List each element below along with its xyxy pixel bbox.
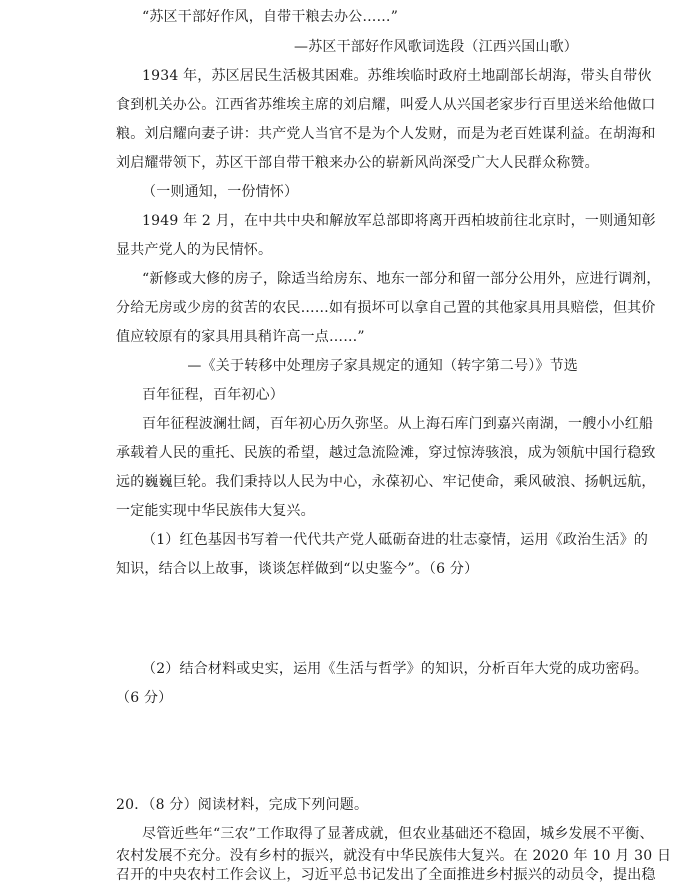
- quote-suqu-song: “苏区干部好作风，自带干粮去办公……”: [142, 9, 399, 25]
- section-heading: 百年征程，百年初心）: [142, 387, 284, 403]
- quote-line: “新修或大修的房子，除适当给房东、地东一部分和留一部分公用外，应进行调剂，: [142, 271, 661, 287]
- paragraph-line: 召开的中央农村工作会议上，习近平总书记发出了全面推进乡村振兴的动员令，提出稳: [116, 867, 656, 883]
- question-20-title: 20．（8 分）阅读材料，完成下列问题。: [116, 797, 369, 813]
- paragraph-line: 1949 年 2 月，在中共中央和解放军总部即将离开西柏坡前往北京时，一则通知彰: [142, 213, 656, 229]
- paragraph-line: 百年征程波澜壮阔，百年初心历久弥坚。从上海石库门到嘉兴南湖，一艘小小红船: [142, 416, 654, 432]
- question-1: （1）红色基因书写着一代代共产党人砥砺奋进的壮志豪情，运用《政治生活》的: [142, 532, 649, 548]
- paragraph-line: 粮。刘启耀向妻子讲：共产党人当官不是为个人发财，而是为老百姓谋利益。在胡海和: [116, 126, 656, 142]
- section-heading: （一则通知，一份情怀）: [142, 184, 299, 200]
- paragraph-line: 农村发展不充分。没有乡村的振兴，就没有中华民族伟大复兴。在 2020 年 10 月 30 日: [116, 848, 672, 864]
- paragraph-line: 食到机关办公。江西省苏维埃主席的刘启耀，叫爱人从兴国老家步行百里送米给他做口: [116, 97, 656, 113]
- paragraph-line: 显共产党人的为民情怀。: [116, 242, 273, 258]
- paragraph-line: 尽管近些年“三农”工作取得了显著成就，但农业基础还不稳固，城乡发展不平衡、: [142, 826, 654, 842]
- quote-source-notice: —《关于转移中处理房子家具规定的通知（转字第二号）》节选: [187, 358, 578, 374]
- paragraph-line: 1934 年，苏区居民生活极其困难。苏维埃临时政府土地副部长胡海，带头自带伙: [142, 68, 652, 84]
- question-1-cont: 知识，结合以上故事，谈谈怎样做到“以史鉴今”。（6 分）: [116, 561, 479, 577]
- paragraph-line: 承载着人民的重托、民族的希望，越过急流险滩，穿过惊涛骇浪，成为领航中国行稳致: [116, 445, 656, 461]
- paragraph-line: 远的巍巍巨轮。我们秉持以人民为中心，永葆初心、牢记使命，乘风破浪、扬帆远航，: [116, 474, 656, 490]
- quote-line: 分给无房或少房的贫苦的农民……如有损坏可以拿自己置的其他家具用具赔偿，但其价: [116, 300, 656, 316]
- question-2-cont: （6 分）: [116, 690, 173, 706]
- paragraph-line: 一定能实现中华民族伟大复兴。: [116, 503, 315, 519]
- quote-line: 值应较原有的家具用具稍许高一点……”: [116, 329, 365, 345]
- quote-source-suqu: —苏区干部好作风歌词选段（江西兴国山歌）: [294, 39, 578, 55]
- question-2: （2）结合材料或史实，运用《生活与哲学》的知识，分析百年大党的成功密码。: [142, 661, 649, 677]
- paragraph-line: 刘启耀带领下，苏区干部自带干粮来办公的崭新风尚深受广大人民群众称赞。: [116, 155, 599, 171]
